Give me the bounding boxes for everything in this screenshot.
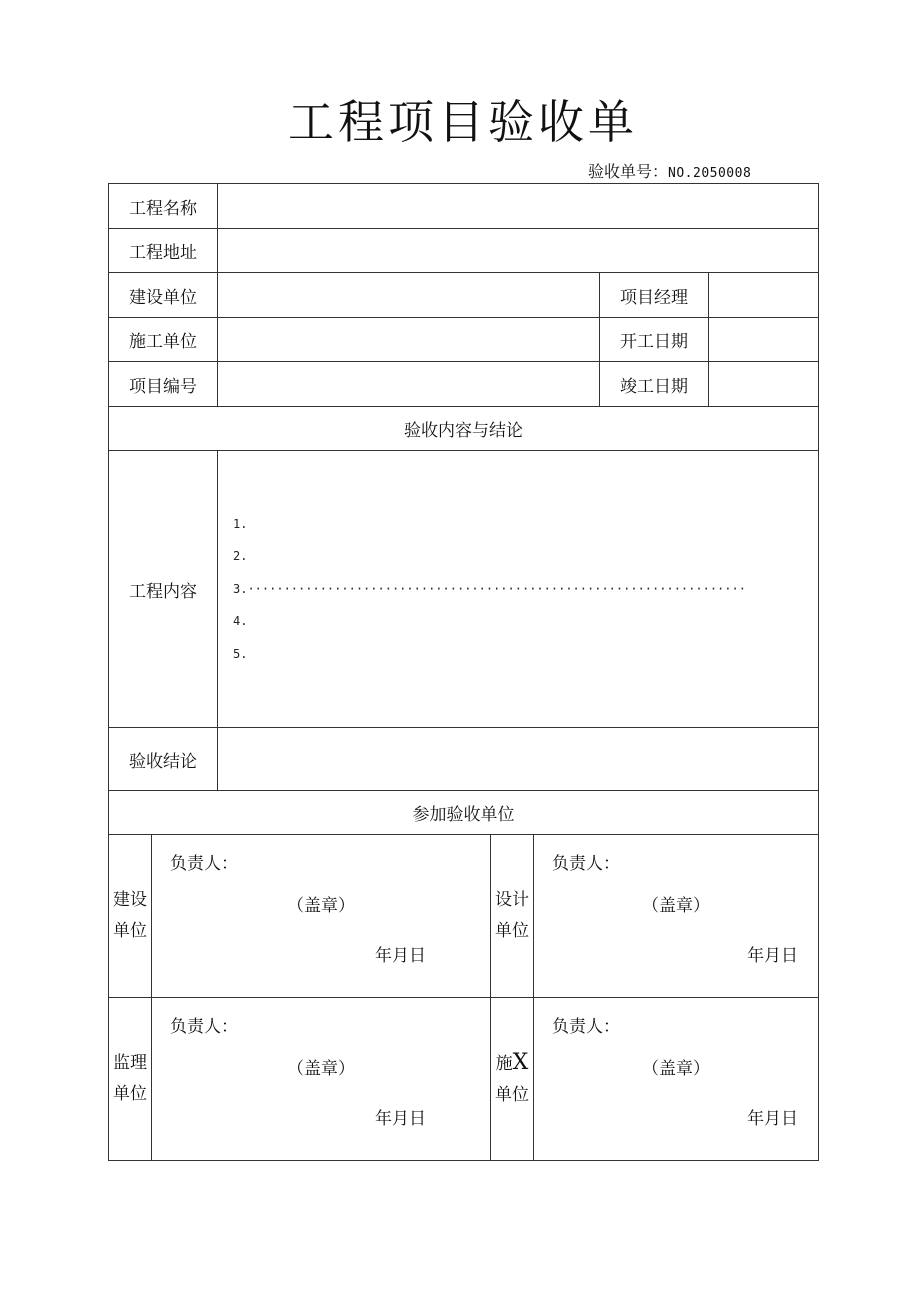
content-item-1: 1. xyxy=(233,516,248,531)
completion-date-field[interactable] xyxy=(709,362,819,407)
start-date-field[interactable] xyxy=(709,318,819,362)
unit-label-builder xyxy=(109,835,152,998)
project-content-label: 工程内容 xyxy=(109,451,218,728)
builder-unit-field[interactable] xyxy=(218,273,600,318)
design-date: 年月日 xyxy=(747,946,799,966)
project-address-field[interactable] xyxy=(218,229,819,273)
content-item-5: 5. xyxy=(233,646,248,661)
supervision-seal: （盖章） xyxy=(287,1059,355,1079)
project-content-field[interactable] xyxy=(218,451,819,728)
unit-label-design xyxy=(491,835,534,998)
row-project-name xyxy=(109,184,819,229)
start-date-label: 开工日期 xyxy=(600,318,709,362)
construction-date: 年月日 xyxy=(747,1109,799,1129)
form-number xyxy=(588,162,751,184)
form-number-label: 验收单号： xyxy=(588,162,669,181)
row-section-content xyxy=(109,407,819,451)
unit-label-supervision xyxy=(109,998,152,1161)
project-name-label: 工程名称 xyxy=(109,184,218,229)
unit-label-design-a: 设计 xyxy=(495,890,529,910)
unit-sign-builder[interactable] xyxy=(152,835,491,998)
unit-sign-supervision[interactable] xyxy=(152,998,491,1161)
unit-label-construction-b: 单位 xyxy=(495,1085,529,1105)
row-conclusion xyxy=(109,728,819,791)
unit-label-construction-a1: 施 xyxy=(495,1054,513,1074)
content-list xyxy=(218,508,818,671)
document-title: 工程项目验收单 xyxy=(288,95,638,149)
project-code-label: 项目编号 xyxy=(109,362,218,407)
unit-sign-design[interactable] xyxy=(534,835,819,998)
completion-date-label: 竣工日期 xyxy=(600,362,709,407)
conclusion-field[interactable] xyxy=(218,728,819,791)
section-units-heading: 参加验收单位 xyxy=(109,791,819,835)
form-number-value: NO.2050008 xyxy=(668,166,752,181)
unit-label-construction-a xyxy=(491,1047,533,1080)
unit-sign-construction[interactable] xyxy=(534,998,819,1161)
unit-label-supervision-a: 监理 xyxy=(113,1053,147,1073)
construction-seal: （盖章） xyxy=(642,1059,711,1079)
construction-unit-label: 施工单位 xyxy=(109,318,218,362)
row-construction-unit xyxy=(109,318,819,362)
acceptance-form-table xyxy=(108,183,819,1161)
builder-unit-label: 建设单位 xyxy=(109,273,218,318)
conclusion-label: 验收结论 xyxy=(109,728,218,791)
design-person-label: 负责人： xyxy=(552,854,620,874)
content-item-3: 3.····································································· xyxy=(233,581,746,596)
project-address-label: 工程地址 xyxy=(109,229,218,273)
row-project-code xyxy=(109,362,819,407)
construction-person-label: 负责人： xyxy=(552,1017,620,1037)
builder-seal: （盖章） xyxy=(287,896,355,916)
row-section-units xyxy=(109,791,819,835)
row-builder-unit xyxy=(109,273,819,318)
unit-label-construction xyxy=(491,998,534,1161)
row-project-content xyxy=(109,451,819,728)
content-item-2: 2. xyxy=(233,549,248,564)
supervision-person-label: 负责人： xyxy=(170,1017,238,1037)
project-code-field[interactable] xyxy=(218,362,600,407)
row-units-2 xyxy=(109,998,819,1161)
content-item-4: 4. xyxy=(233,614,248,629)
project-manager-field[interactable] xyxy=(709,273,819,318)
unit-label-builder-a: 建设 xyxy=(113,890,147,910)
unit-label-supervision-b: 单位 xyxy=(113,1084,147,1104)
project-name-field[interactable] xyxy=(218,184,819,229)
builder-date: 年月日 xyxy=(375,946,426,966)
row-project-address xyxy=(109,229,819,273)
project-manager-label: 项目经理 xyxy=(600,273,709,318)
supervision-date: 年月日 xyxy=(375,1109,426,1129)
construction-unit-field[interactable] xyxy=(218,318,600,362)
unit-label-construction-a2: X xyxy=(512,1050,529,1075)
builder-person-label: 负责人： xyxy=(170,854,238,874)
section-content-heading: 验收内容与结论 xyxy=(109,407,819,451)
row-units-1 xyxy=(109,835,819,998)
unit-label-builder-b: 单位 xyxy=(113,921,147,941)
design-seal: （盖章） xyxy=(642,896,711,916)
unit-label-design-b: 单位 xyxy=(495,921,529,941)
